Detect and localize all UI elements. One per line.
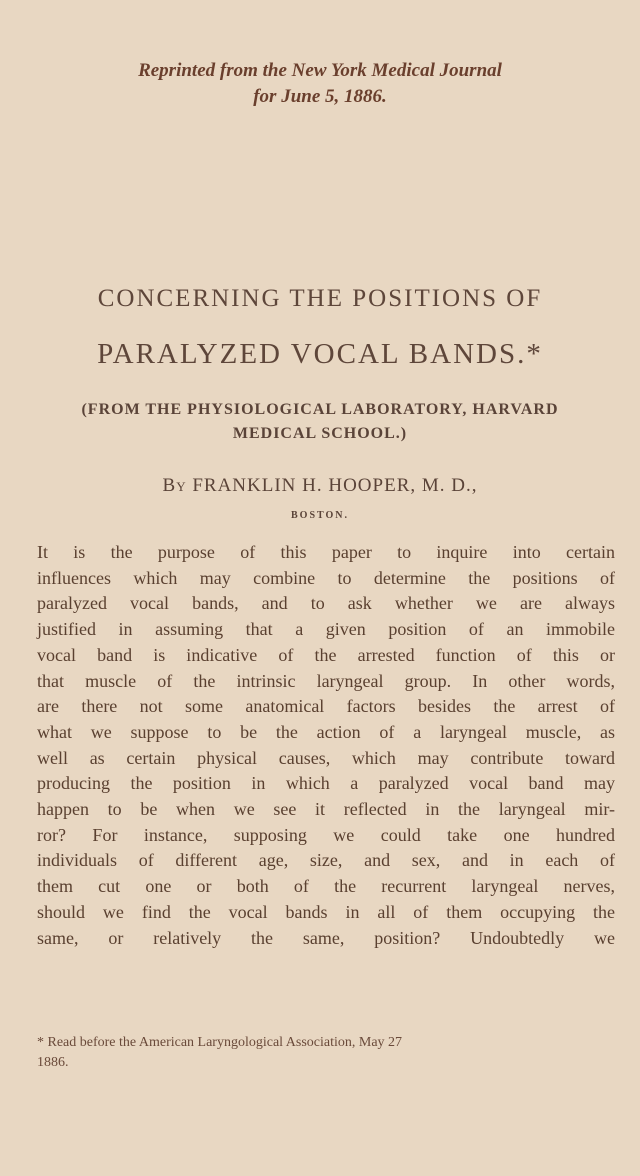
affiliation-line-1: (FROM THE PHYSIOLOGICAL LABORATORY, HARVARD <box>81 401 559 418</box>
body-line: that muscle of the intrinsic laryngeal group. In other words, <box>37 670 615 691</box>
body-line-last: same, or relatively the same, position? Undoubtedly we <box>37 927 615 948</box>
author-name: FRANKLIN H. HOOPER, M. D., <box>192 475 478 496</box>
body-line: well as certain physical causes, which may contribute toward <box>37 747 615 768</box>
footnote <box>37 1033 615 1073</box>
reprint-line-1: Reprinted from the New York Medical Journal <box>138 60 502 81</box>
body-line: vocal band is indicative of the arrested function of this or <box>37 644 615 665</box>
body-line: producing the position in which a paralyzed vocal band may <box>37 773 615 794</box>
body-line: what we suppose to be the action of a laryngeal muscle, as <box>37 721 615 742</box>
body-line: justified in assuming that a given position of an immobile <box>37 619 615 640</box>
body-line: It is the purpose of this paper to inquire into certain <box>37 542 615 562</box>
author-byline <box>0 475 640 497</box>
title-line-1: CONCERNING THE POSITIONS OF <box>97 285 543 312</box>
footnote-line-2: 1886. <box>37 1055 69 1070</box>
body-line: are there not some anatomical factors besides the arrest of <box>37 696 615 717</box>
body-line: ror? For instance, supposing we could take one hundred <box>37 824 615 845</box>
body-line: paralyzed vocal bands, and to ask whether we are always <box>37 593 615 614</box>
reprint-notice <box>0 58 640 110</box>
affiliation-line-2: MEDICAL SCHOOL.) <box>232 425 408 442</box>
body-line: influences which may combine to determine the positions of <box>37 567 615 588</box>
byline-prefix: By <box>162 475 187 496</box>
body-paragraph <box>37 540 615 951</box>
author-location: BOSTON. <box>291 510 349 521</box>
body-line: happen to be when we see it reflected in the laryngeal mir- <box>37 799 615 820</box>
body-line: them cut one or both of the recurrent laryngeal nerves, <box>37 876 615 897</box>
title-line-2: PARALYZED VOCAL BANDS.* <box>97 338 543 370</box>
body-line: individuals of different age, size, and sex, and in each of <box>37 850 615 871</box>
footnote-line-1: * Read before the American Laryngological Association, May 27 <box>37 1035 403 1050</box>
body-line: should we find the vocal bands in all of them occupying the <box>37 901 615 922</box>
reprint-line-2: for June 5, 1886. <box>253 86 387 107</box>
affiliation <box>0 398 640 446</box>
